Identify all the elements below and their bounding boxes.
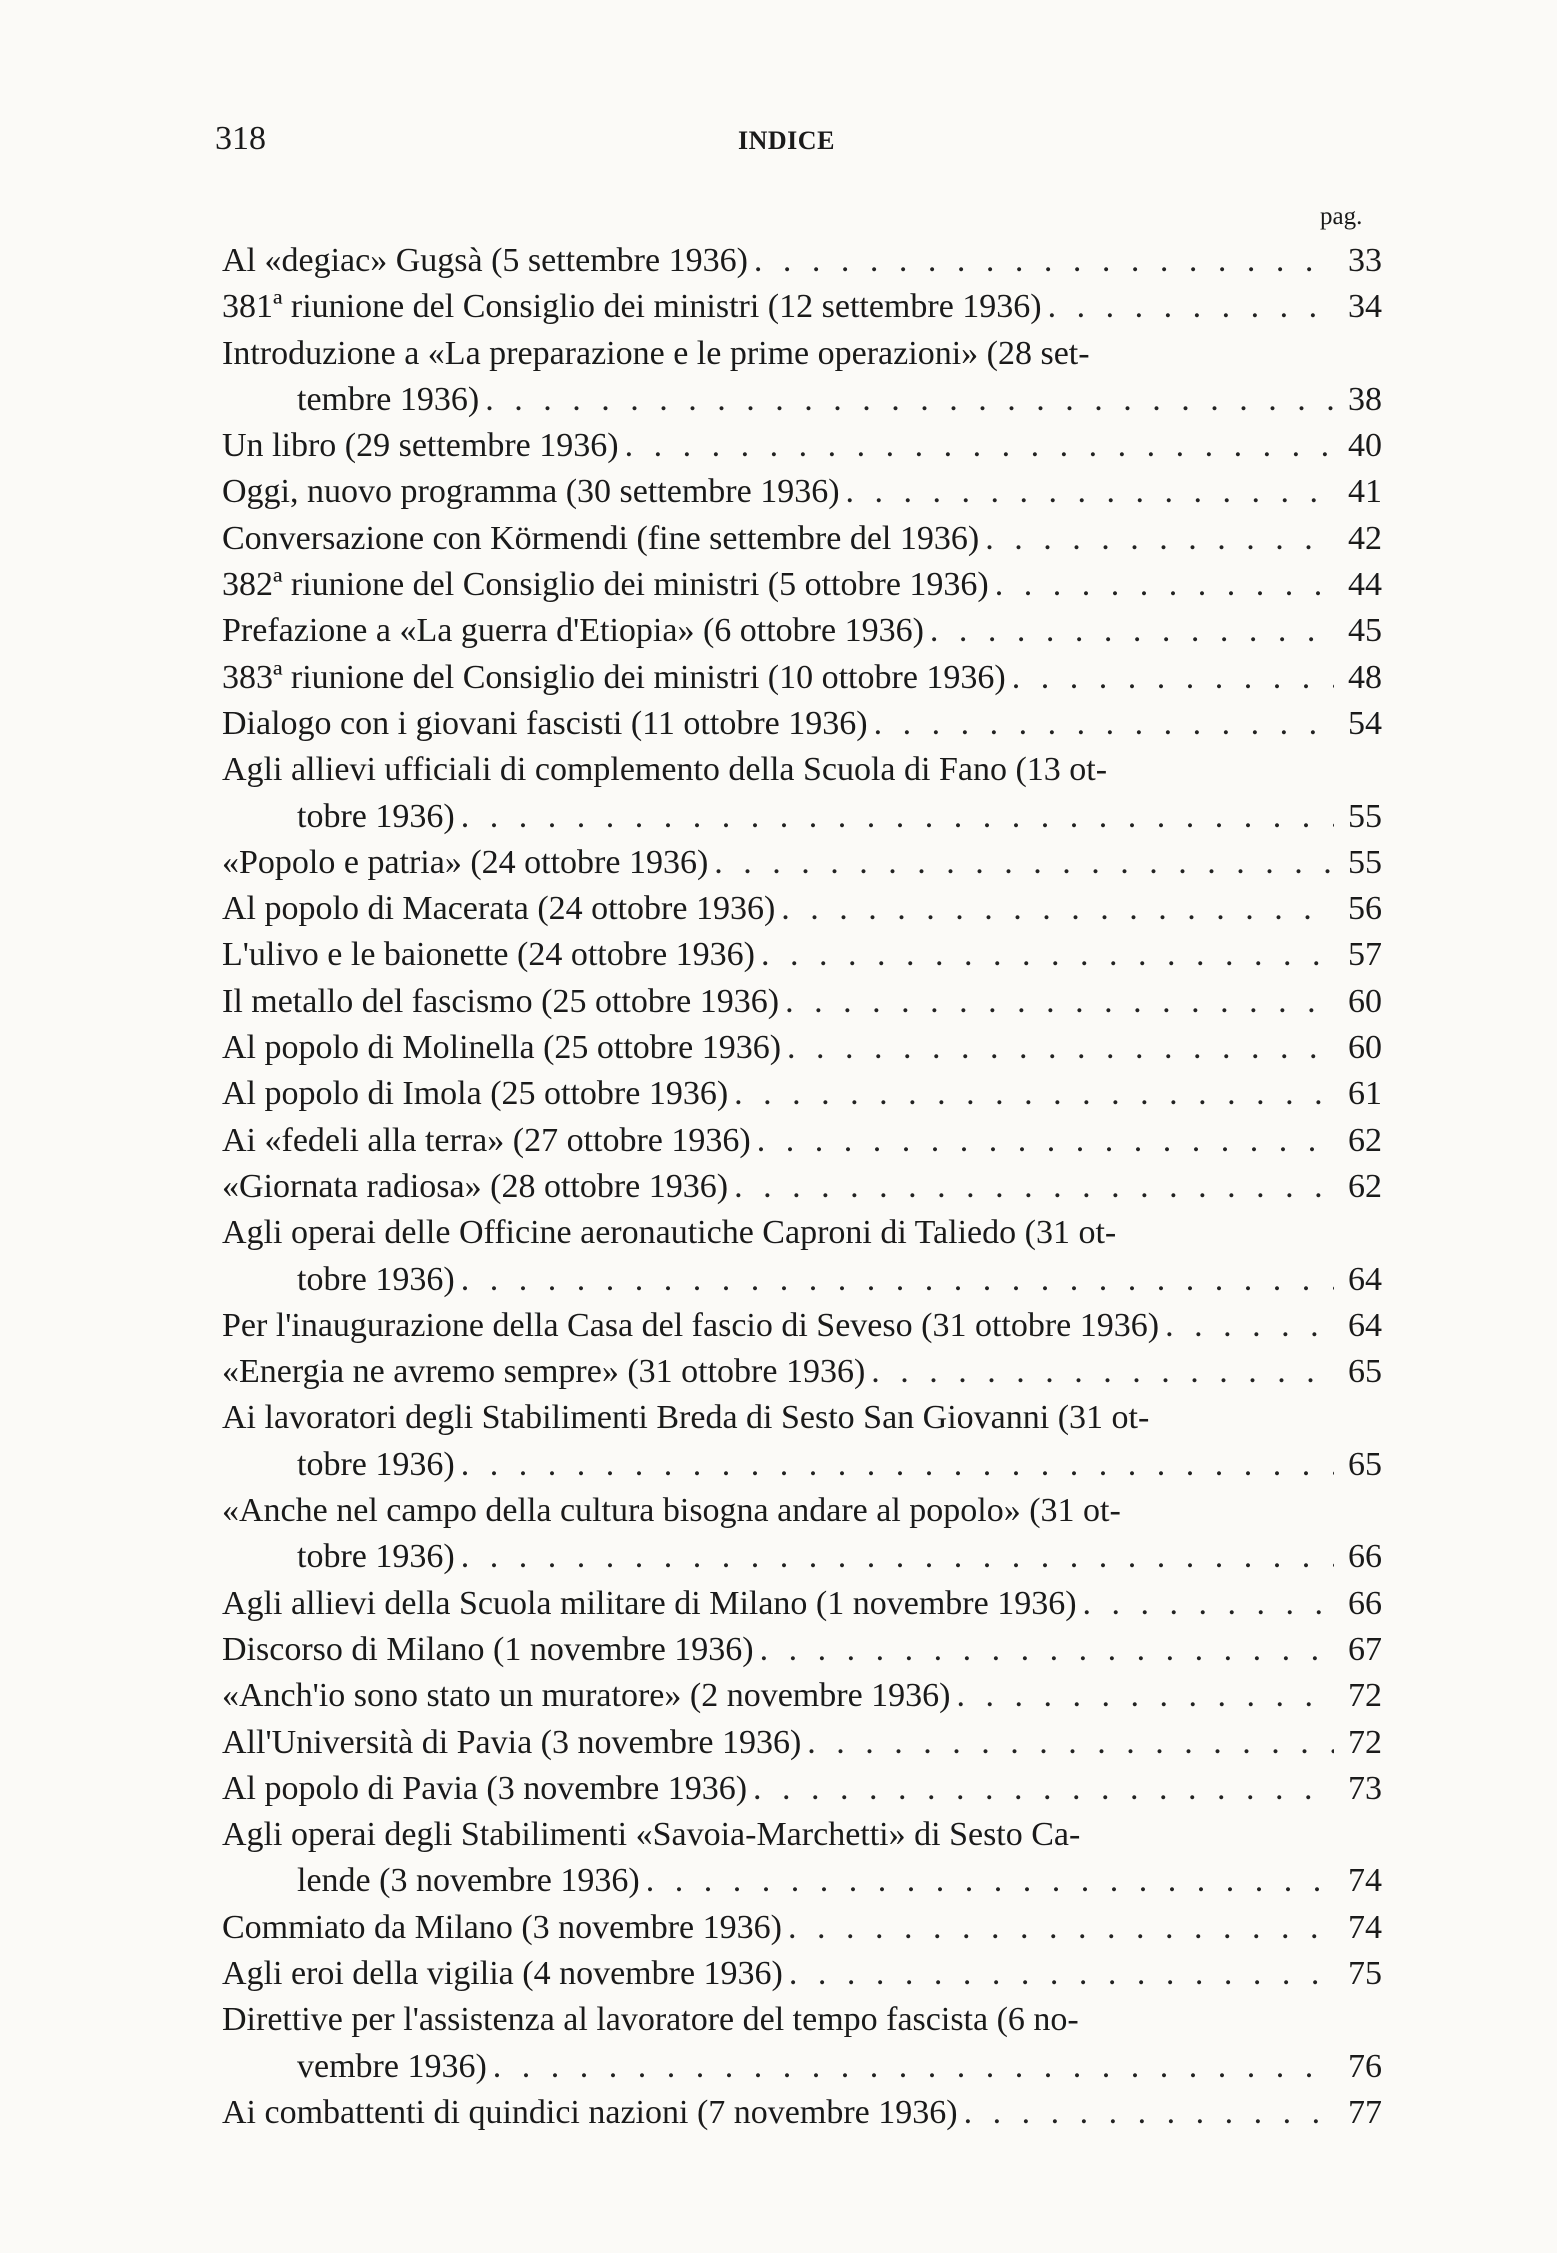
toc-entry <box>222 562 1382 608</box>
toc-entry-line <box>222 655 1382 701</box>
toc-entry-page: 77 <box>1348 2093 1382 2131</box>
leader-dots <box>989 562 1334 608</box>
toc-entry-title: Ai combattenti di quindici nazioni (7 novembre 1936) <box>222 2093 958 2131</box>
toc-entry-page: 56 <box>1348 890 1382 928</box>
leader-dots <box>708 840 1334 886</box>
leader-dots <box>950 1673 1334 1719</box>
toc-entry-title: Un libro (29 settembre 1936) <box>222 427 619 465</box>
toc-entry-title: All'Università di Pavia (3 novembre 1936) <box>222 1723 802 1761</box>
toc-entry-line <box>222 2044 1382 2090</box>
toc-entry-title: Agli operai degli Stabilimenti «Savoia-Marchetti» di Sesto Ca- <box>222 1816 1081 1854</box>
toc-entry-title: Agli allievi ufficiali di complemento della Scuola di Fano (13 ot- <box>222 751 1108 789</box>
toc-entry <box>222 1488 1382 1581</box>
toc-entry <box>222 1951 1382 1997</box>
toc-entry-line <box>222 1210 1382 1256</box>
toc-entry-page: 42 <box>1348 519 1382 557</box>
toc-entry-page: 41 <box>1348 473 1382 511</box>
leader-dots <box>775 886 1334 932</box>
toc-entry <box>222 1210 1382 1303</box>
toc-entry-line <box>222 1858 1382 1904</box>
toc-entry-title: «Giornata radiosa» (28 ottobre 1936) <box>222 1167 729 1205</box>
leader-dots <box>754 1627 1334 1673</box>
leader-dots <box>1006 655 1334 701</box>
leader-dots <box>747 1766 1334 1812</box>
toc-entry-title: «Energia ne avremo sempre» (31 ottobre 1936) <box>222 1353 866 1391</box>
toc-entry-line <box>222 284 1382 330</box>
toc-entry-line <box>222 1118 1382 1164</box>
toc-entry <box>222 1071 1382 1117</box>
toc-entry-line <box>222 238 1382 284</box>
toc-entry <box>222 1303 1382 1349</box>
toc-entry-title: Discorso di Milano (1 novembre 1936) <box>222 1630 754 1668</box>
toc-entry-line <box>222 1442 1382 1488</box>
toc-entry <box>222 1118 1382 1164</box>
leader-dots <box>783 1951 1334 1997</box>
toc-entry-page: 66 <box>1348 1538 1382 1576</box>
table-of-contents <box>222 238 1382 2136</box>
toc-entry-page: 74 <box>1348 1908 1382 1946</box>
toc-entry-line <box>222 1627 1382 1673</box>
toc-entry <box>222 423 1382 469</box>
toc-entry <box>222 469 1382 515</box>
toc-entry-page: 72 <box>1348 1723 1382 1761</box>
toc-entry-line <box>222 701 1382 747</box>
leader-dots <box>640 1858 1334 1904</box>
toc-entry <box>222 1395 1382 1488</box>
toc-entry-page: 75 <box>1348 1954 1382 1992</box>
leader-dots <box>924 608 1334 654</box>
toc-entry-line <box>222 1534 1382 1580</box>
toc-entry-title: Ai lavoratori degli Stabilimenti Breda di Sesto San Giovanni (31 ot- <box>222 1399 1150 1437</box>
toc-entry <box>222 1812 1382 1905</box>
leader-dots <box>455 1257 1334 1303</box>
toc-entry-line <box>222 747 1382 793</box>
toc-entry-line <box>222 1673 1382 1719</box>
leader-dots <box>751 1118 1334 1164</box>
toc-entry-line <box>222 1257 1382 1303</box>
toc-entry-title: «Popolo e patria» (24 ottobre 1936) <box>222 843 709 881</box>
toc-entry <box>222 1349 1382 1395</box>
toc-entry-title: Al «degiac» Gugsà (5 settembre 1936) <box>222 242 748 279</box>
toc-entry-line <box>222 1164 1382 1210</box>
toc-entry-line <box>222 932 1382 978</box>
toc-entry-title: «Anche nel campo della cultura bisogna andare al popolo» (31 ot- <box>222 1492 1121 1530</box>
toc-entry <box>222 979 1382 1025</box>
toc-entry <box>222 932 1382 978</box>
leader-dots <box>779 979 1334 1025</box>
toc-entry-title: Agli allievi della Scuola militare di Milano (1 novembre 1936) <box>222 1584 1077 1622</box>
toc-entry-title: Introduzione a «La preparazione e le prime operazioni» (28 set- <box>222 334 1090 372</box>
toc-entry-page: 64 <box>1348 1260 1382 1298</box>
leader-dots <box>487 2044 1334 2090</box>
leader-dots <box>1042 284 1334 330</box>
toc-entry <box>222 331 1382 424</box>
toc-entry-title: Al popolo di Macerata (24 ottobre 1936) <box>222 890 776 928</box>
toc-entry-title: Al popolo di Imola (25 ottobre 1936) <box>222 1075 729 1113</box>
toc-entry-title: tobre 1936) <box>297 1260 455 1298</box>
toc-entry-page: 54 <box>1348 704 1382 742</box>
toc-entry-line <box>222 377 1382 423</box>
toc-entry-line <box>222 1071 1382 1117</box>
leader-dots <box>840 469 1334 515</box>
toc-entry-line <box>222 469 1382 515</box>
toc-entry-page: 62 <box>1348 1121 1382 1159</box>
toc-entry <box>222 1997 1382 2090</box>
toc-entry <box>222 747 1382 840</box>
toc-entry-title: Conversazione con Körmendi (fine settembre del 1936) <box>222 519 980 557</box>
toc-entry-title: lende (3 novembre 1936) <box>297 1862 640 1900</box>
toc-entry-page: 74 <box>1348 1862 1382 1900</box>
toc-entry-page: 33 <box>1348 242 1382 279</box>
toc-entry-page: 60 <box>1348 982 1382 1020</box>
toc-entry-title: Il metallo del fascismo (25 ottobre 1936) <box>222 982 780 1020</box>
page-column-label: pag. <box>1320 203 1363 230</box>
toc-entry-line <box>222 1766 1382 1812</box>
toc-entry-line <box>222 1349 1382 1395</box>
toc-entry <box>222 1581 1382 1627</box>
leader-dots <box>1077 1581 1334 1627</box>
leader-dots <box>958 2090 1334 2136</box>
leader-dots <box>782 1905 1334 1951</box>
toc-entry-page: 65 <box>1348 1353 1382 1391</box>
page-title: INDICE <box>738 126 835 155</box>
toc-entry-line <box>222 1951 1382 1997</box>
toc-entry-page: 64 <box>1348 1306 1382 1344</box>
toc-entry-page: 44 <box>1348 566 1382 604</box>
leader-dots <box>455 1442 1334 1488</box>
toc-entry <box>222 1673 1382 1719</box>
toc-entry-line <box>222 1997 1382 2043</box>
leader-dots <box>781 1025 1334 1071</box>
leader-dots <box>979 516 1334 562</box>
toc-entry-title: tobre 1936) <box>297 1538 455 1576</box>
toc-entry-page: 60 <box>1348 1029 1382 1067</box>
toc-entry-title: tobre 1936) <box>297 797 455 835</box>
toc-entry-title: Oggi, nuovo programma (30 settembre 1936) <box>222 473 840 511</box>
toc-entry <box>222 1164 1382 1210</box>
leader-dots <box>619 423 1334 469</box>
leader-dots <box>479 377 1334 423</box>
toc-entry-title: Al popolo di Molinella (25 ottobre 1936) <box>222 1029 782 1067</box>
toc-entry-line <box>222 562 1382 608</box>
toc-entry <box>222 1766 1382 1812</box>
toc-entry-title: L'ulivo e le baionette (24 ottobre 1936) <box>222 936 755 974</box>
toc-entry-title: 383ª riunione del Consiglio dei ministri (10 ottobre 1936) <box>222 658 1006 696</box>
toc-entry <box>222 608 1382 654</box>
toc-entry-line <box>222 840 1382 886</box>
toc-entry-line <box>222 886 1382 932</box>
toc-entry-page: 38 <box>1348 380 1382 418</box>
leader-dots <box>455 1534 1334 1580</box>
toc-entry <box>222 1627 1382 1673</box>
leader-dots <box>455 794 1334 840</box>
toc-entry-line <box>222 423 1382 469</box>
toc-entry-line <box>222 1025 1382 1071</box>
toc-entry <box>222 1905 1382 1951</box>
toc-entry-page: 66 <box>1348 1584 1382 1622</box>
leader-dots <box>801 1720 1334 1766</box>
toc-entry-page: 40 <box>1348 427 1382 465</box>
leader-dots <box>748 238 1334 284</box>
toc-entry-title: Prefazione a «La guerra d'Etiopia» (6 ottobre 1936) <box>222 612 924 650</box>
toc-entry-line <box>222 2090 1382 2136</box>
toc-entry-line <box>222 1720 1382 1766</box>
leader-dots <box>1159 1303 1334 1349</box>
toc-entry-page: 34 <box>1348 288 1382 326</box>
page-number: 318 <box>215 120 266 157</box>
toc-entry-title: Per l'inaugurazione della Casa del fascio di Seveso (31 ottobre 1936) <box>222 1306 1160 1344</box>
toc-entry-title: Commiato da Milano (3 novembre 1936) <box>222 1908 782 1946</box>
leader-dots <box>728 1071 1334 1117</box>
leader-dots <box>865 1349 1334 1395</box>
toc-entry <box>222 886 1382 932</box>
toc-entry-line <box>222 516 1382 562</box>
leader-dots <box>728 1164 1334 1210</box>
toc-entry-title: Dialogo con i giovani fascisti (11 ottobre 1936) <box>222 704 868 742</box>
toc-entry-page: 73 <box>1348 1769 1382 1807</box>
toc-entry <box>222 2090 1382 2136</box>
toc-entry-line <box>222 1581 1382 1627</box>
toc-entry-title: Al popolo di Pavia (3 novembre 1936) <box>222 1769 748 1807</box>
toc-entry-title: vembre 1936) <box>297 2047 487 2085</box>
toc-entry-title: tembre 1936) <box>297 380 480 418</box>
toc-entry-page: 72 <box>1348 1677 1382 1715</box>
toc-entry <box>222 840 1382 886</box>
toc-entry-title: Agli operai delle Officine aeronautiche Caproni di Taliedo (31 ot- <box>222 1214 1117 1252</box>
leader-dots <box>868 701 1334 747</box>
toc-entry-page: 65 <box>1348 1445 1382 1483</box>
toc-entry-line <box>222 1812 1382 1858</box>
toc-entry-title: tobre 1936) <box>297 1445 455 1483</box>
toc-entry-page: 57 <box>1348 936 1382 974</box>
toc-entry-page: 45 <box>1348 612 1382 650</box>
toc-entry-title: Ai «fedeli alla terra» (27 ottobre 1936) <box>222 1121 751 1159</box>
toc-entry-page: 55 <box>1348 797 1382 835</box>
toc-entry-line <box>222 1488 1382 1534</box>
toc-entry-page: 55 <box>1348 843 1382 881</box>
toc-entry-title: Agli eroi della vigilia (4 novembre 1936) <box>222 1954 783 1992</box>
toc-entry-line <box>222 1905 1382 1951</box>
toc-entry <box>222 701 1382 747</box>
toc-entry-line <box>222 331 1382 377</box>
toc-entry <box>222 238 1382 284</box>
toc-entry-title: «Anch'io sono stato un muratore» (2 novembre 1936) <box>222 1677 951 1715</box>
toc-entry-page: 62 <box>1348 1167 1382 1205</box>
toc-entry <box>222 1025 1382 1071</box>
toc-entry-title: 382ª riunione del Consiglio dei ministri (5 ottobre 1936) <box>222 566 989 604</box>
leader-dots <box>755 932 1334 978</box>
toc-entry <box>222 516 1382 562</box>
toc-entry-page: 67 <box>1348 1630 1382 1668</box>
toc-entry-line <box>222 1395 1382 1441</box>
toc-entry-page: 61 <box>1348 1075 1382 1113</box>
toc-entry-page: 48 <box>1348 658 1382 696</box>
toc-entry <box>222 284 1382 330</box>
toc-entry-title: 381ª riunione del Consiglio dei ministri (12 settembre 1936) <box>222 288 1042 326</box>
toc-entry-line <box>222 794 1382 840</box>
toc-entry <box>222 655 1382 701</box>
toc-entry-line <box>222 979 1382 1025</box>
toc-entry-page: 76 <box>1348 2047 1382 2085</box>
toc-entry <box>222 1720 1382 1766</box>
toc-entry-line <box>222 1303 1382 1349</box>
toc-entry-title: Direttive per l'assistenza al lavoratore del tempo fascista (6 no- <box>222 2001 1079 2039</box>
toc-entry-line <box>222 608 1382 654</box>
